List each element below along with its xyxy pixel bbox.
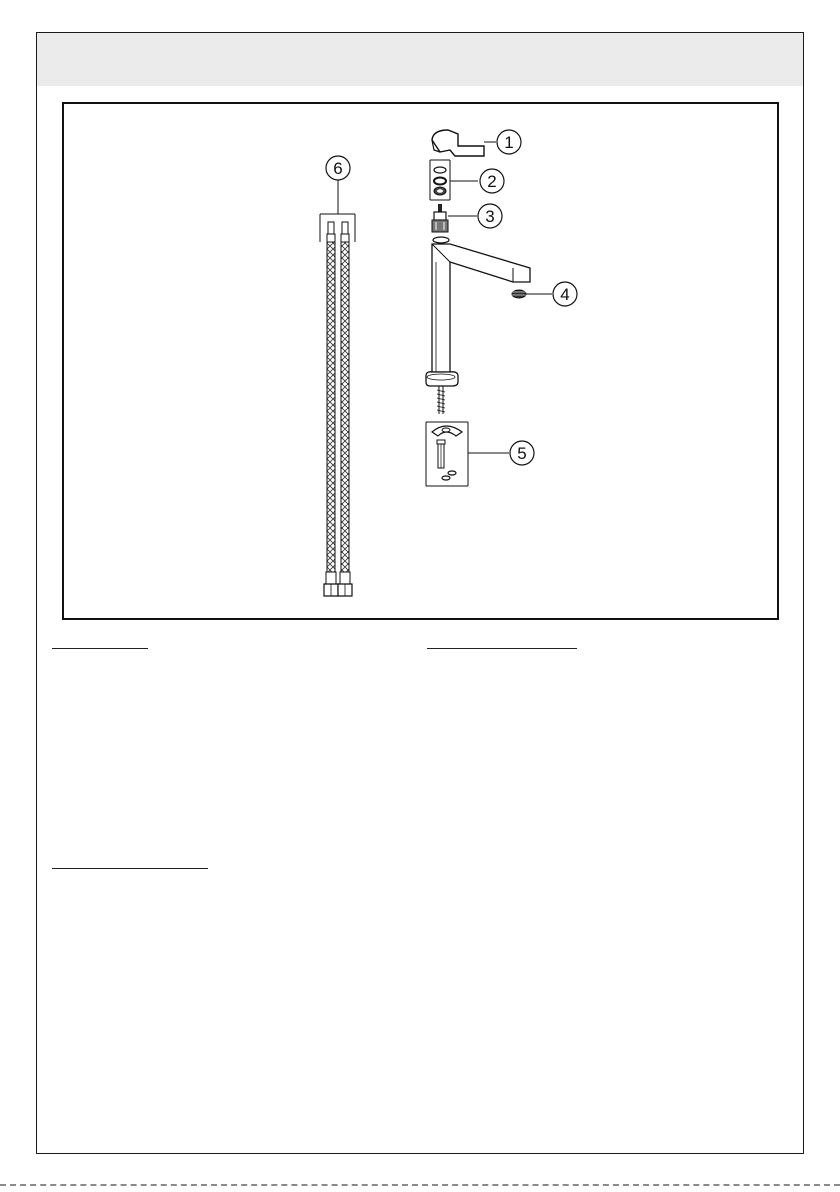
fixing-kit [426, 422, 509, 486]
callout-1 [497, 130, 521, 154]
callout-number-1: 1 [504, 133, 514, 152]
callout-number-3: 3 [485, 207, 495, 226]
seal-rings [430, 160, 478, 200]
flexible-hoses [320, 180, 355, 596]
left-section-heading [52, 648, 148, 649]
left-lower-section-heading [52, 868, 208, 869]
callout-number-2: 2 [487, 172, 497, 191]
callout-2 [480, 169, 504, 193]
right-section-heading [427, 648, 577, 649]
callout-number-5: 5 [517, 444, 527, 463]
tap-body [426, 237, 530, 414]
callout-3 [478, 204, 502, 228]
callout-4 [553, 282, 577, 306]
callout-number-4: 4 [560, 285, 570, 304]
callout-number-6: 6 [333, 159, 343, 178]
lever-handle [432, 130, 496, 156]
cartridge [432, 204, 477, 232]
callout-6 [326, 156, 350, 180]
aerator [512, 290, 552, 298]
bottom-scan-edge [0, 1184, 840, 1186]
callout-5 [510, 441, 534, 465]
